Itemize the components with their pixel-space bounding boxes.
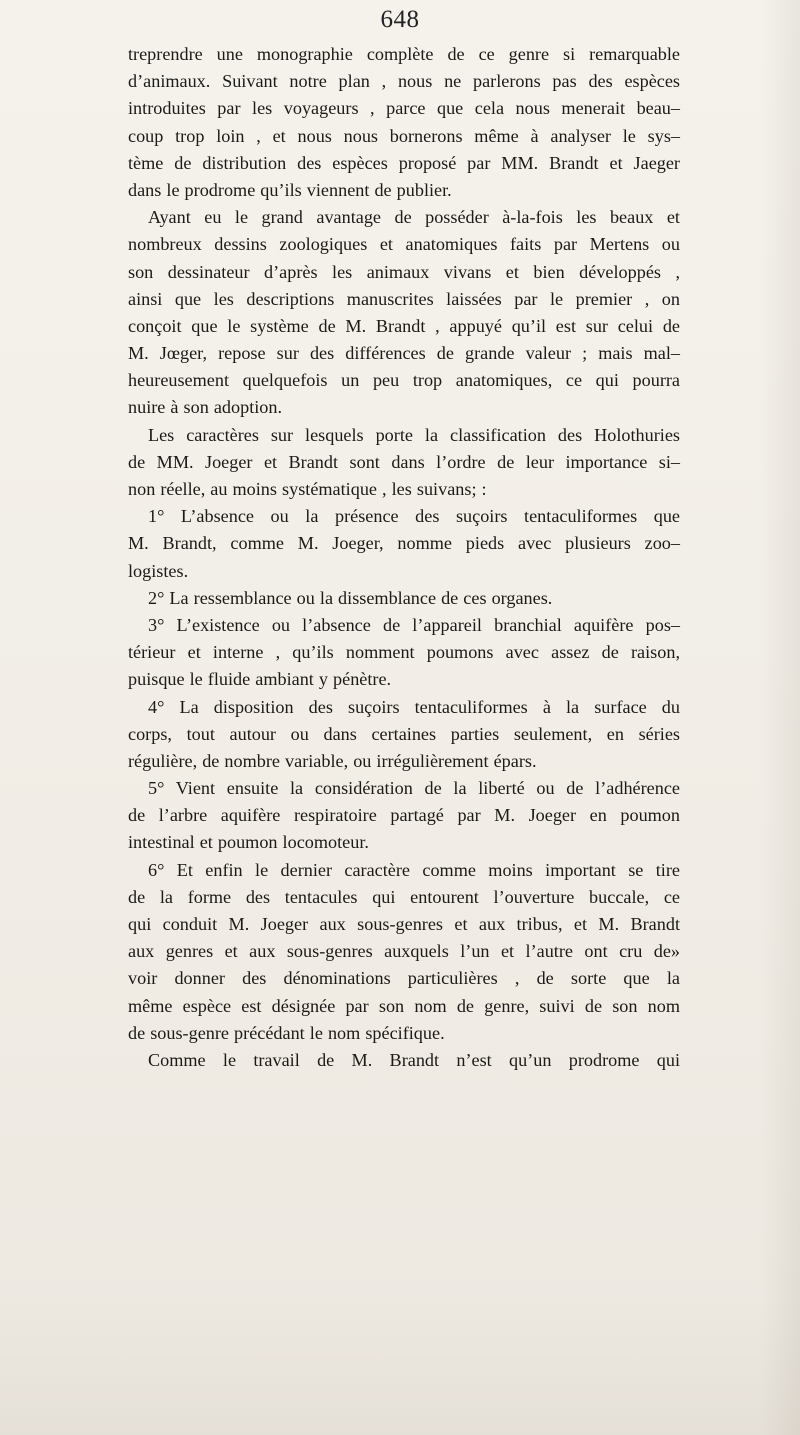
text-line: son dessinateur d’après les animaux vivans et bien développés , [128,261,680,282]
text-line: conçoit que le système de M. Brandt , appuyé qu’il est sur celui de [128,315,680,336]
text-line: Les caractères sur lesquels porte la classification des Holothuries [148,424,680,445]
page-bottom-shadow [0,1295,800,1435]
text-line: heureusement quelquefois un peu trop anatomiques, ce qui pourra [128,370,680,391]
text-line: de MM. Joeger et Brandt sont dans l’ordre de leur importance si– [128,451,680,472]
text-line: M. Jœger, repose sur des différences de grande valeur ; mais mal– [128,343,680,364]
text-line: 2° La ressemblance ou la dissemblance de ces organes. [148,587,553,608]
text-line: régulière, de nombre variable, ou irrégulièrement épars. [128,750,537,771]
text-line: dans le prodrome qu’ils viennent de publier. [128,179,452,200]
text-line: de la forme des tentacules qui entourent l’ouverture buccale, ce [128,886,680,907]
page-number: 648 [380,6,420,33]
text-line: tème de distribution des espèces proposé par MM. Brandt et Jaeger [128,152,680,173]
text-line: d’animaux. Suivant notre plan , nous ne parlerons pas des espèces [128,71,680,92]
text-line: puisque le fluide ambiant y pénètre. [128,669,392,690]
text-line: Comme le travail de M. Brandt n’est qu’un prodrome qui [148,1049,680,1070]
text-line: logistes. [128,560,189,581]
text-line: corps, tout autour ou dans certaines parties seulement, en séries [128,723,680,744]
text-line: introduites par les voyageurs , parce que cela nous menerait beau– [128,98,680,119]
text-line: ainsi que les descriptions manuscrites laissées par le premier , on [128,288,680,309]
text-line: de l’arbre aquifère respiratoire partagé par M. Joeger en poumon [128,805,680,826]
text-line: térieur et interne , qu’ils nomment poumons avec assez de raison, [128,642,680,663]
text-line: Ayant eu le grand avantage de posséder à-la-fois les beaux et [148,207,680,228]
text-line: treprendre une monographie complète de ce genre si remarquable [128,44,680,64]
text-line: aux genres et aux sous-genres auxquels l’un et l’autre ont cru de» [128,941,680,962]
text-line: 4° La disposition des suçoirs tentaculiformes à la surface du [148,696,680,717]
text-line: même espèce est désignée par son nom de genre, suivi de son nom [128,995,680,1016]
text-line: qui conduit M. Joeger aux sous-genres et aux tribus, et M. Brandt [128,914,680,934]
text-line: nombreux dessins zoologiques et anatomiques faits par Mertens ou [128,234,680,255]
body-text [128,41,680,1074]
text-line: nuire à son adoption. [128,397,283,418]
text-line: non réelle, au moins systématique , les suivans; : [128,479,487,499]
text-line: voir donner des dénominations particulières , de sorte que la [128,968,680,989]
text-line: M. Brandt, comme M. Joeger, nomme pieds avec plusieurs zoo– [128,533,680,554]
text-line: 5° Vient ensuite la considération de la liberté ou de l’adhérence [148,778,680,799]
text-line: 6° Et enfin le dernier caractère comme moins important se tire [148,859,680,880]
text-line: 1° L’absence ou la présence des suçoirs tentaculiformes que [148,506,680,527]
text-line: intestinal et poumon locomoteur. [128,832,369,853]
text-line: 3° L’existence ou l’absence de l’appareil branchial aquifère pos– [148,614,680,635]
page-edge-shadow [760,0,800,1435]
text-line: coup trop loin , et nous nous bornerons même à analyser le sys– [128,125,680,146]
text-line: de sous-genre précédant le nom spécifique. [128,1022,445,1043]
